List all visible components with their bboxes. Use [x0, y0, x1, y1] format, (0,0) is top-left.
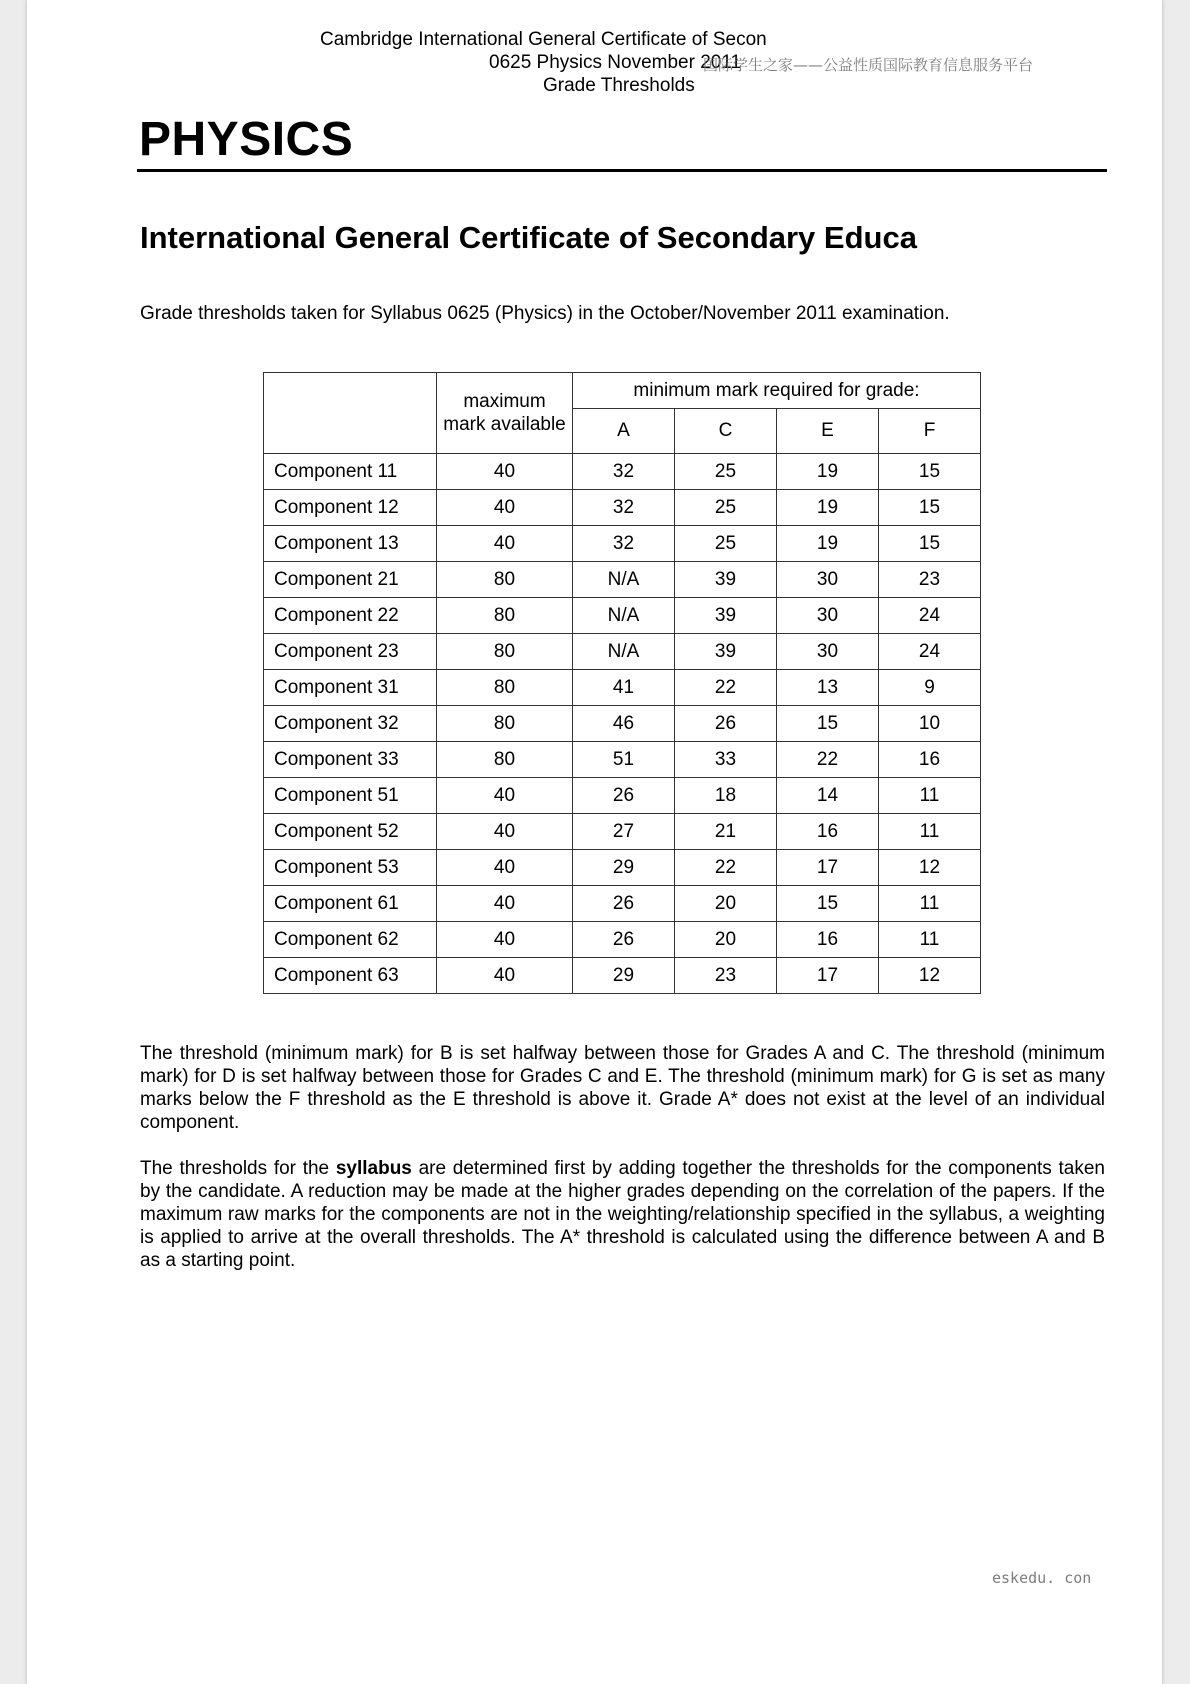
component-name: Component 62 [264, 922, 437, 958]
grade-a-mark: N/A [573, 634, 675, 670]
max-mark: 40 [437, 850, 573, 886]
max-mark: 40 [437, 526, 573, 562]
grade-c-mark: 21 [675, 814, 777, 850]
grade-thresholds-table [263, 372, 981, 994]
component-name: Component 53 [264, 850, 437, 886]
grade-e-mark: 30 [777, 598, 879, 634]
grade-e-mark: 14 [777, 778, 879, 814]
component-name: Component 51 [264, 778, 437, 814]
max-mark: 80 [437, 742, 573, 778]
table-row [264, 778, 981, 814]
table-row [264, 490, 981, 526]
grade-f-mark: 15 [879, 490, 981, 526]
grade-c-mark: 25 [675, 490, 777, 526]
grade-e-mark: 17 [777, 850, 879, 886]
table-row [264, 958, 981, 994]
grade-c-mark: 33 [675, 742, 777, 778]
table-row [264, 814, 981, 850]
header-line-1: Cambridge International General Certificate of Secon [320, 29, 767, 50]
grade-f-mark: 9 [879, 670, 981, 706]
table-row [264, 922, 981, 958]
grade-a-mark: 41 [573, 670, 675, 706]
document-page [26, 0, 1163, 1684]
grade-a-mark: 26 [573, 922, 675, 958]
grade-a-mark: N/A [573, 598, 675, 634]
grade-f-mark: 24 [879, 634, 981, 670]
max-mark: 40 [437, 490, 573, 526]
grade-f-mark: 11 [879, 814, 981, 850]
grade-a-mark: N/A [573, 562, 675, 598]
paragraph-syllabus [140, 1157, 1105, 1272]
table-body [264, 454, 981, 994]
syllabus-bold: syllabus [335, 1158, 412, 1179]
max-mark: 80 [437, 598, 573, 634]
paragraph-syllabus-start: The thresholds for the [140, 1158, 336, 1179]
grade-e-mark: 19 [777, 526, 879, 562]
grade-c-mark: 26 [675, 706, 777, 742]
component-name: Component 63 [264, 958, 437, 994]
table-row [264, 526, 981, 562]
max-mark-header: maximum mark available [437, 373, 573, 454]
max-mark: 40 [437, 922, 573, 958]
grade-c-mark: 20 [675, 922, 777, 958]
grade-a-mark: 26 [573, 886, 675, 922]
paragraph-thresholds: The threshold (minimum mark) for B is set halfway between those for Grades A and C. The threshold (minimum mark) for D is set halfway between those for Grades C and E. The threshold (minimum mark) for G is set as many marks below the F threshold as the E threshold is above it. Grade A* does not exist at the level of an individual component. [140, 1043, 1105, 1133]
table-row [264, 706, 981, 742]
component-name: Component 13 [264, 526, 437, 562]
watermark-text: 国际学生之家——公益性质国际教育信息服务平台 [703, 56, 1034, 74]
grade-header: A [573, 409, 675, 454]
max-mark: 80 [437, 562, 573, 598]
grade-c-mark: 25 [675, 454, 777, 490]
component-name: Component 22 [264, 598, 437, 634]
grade-a-mark: 27 [573, 814, 675, 850]
grade-f-mark: 15 [879, 454, 981, 490]
grade-f-mark: 11 [879, 778, 981, 814]
table-row [264, 562, 981, 598]
grade-f-mark: 10 [879, 706, 981, 742]
component-name: Component 61 [264, 886, 437, 922]
grade-f-mark: 15 [879, 526, 981, 562]
component-name: Component 32 [264, 706, 437, 742]
intro-text: Grade thresholds taken for Syllabus 0625 (Physics) in the October/November 2011 examination. [140, 303, 950, 324]
grade-f-mark: 11 [879, 886, 981, 922]
grade-e-mark: 30 [777, 562, 879, 598]
grade-header: E [777, 409, 879, 454]
grade-header: F [879, 409, 981, 454]
grade-a-mark: 26 [573, 778, 675, 814]
component-name: Component 12 [264, 490, 437, 526]
component-name: Component 33 [264, 742, 437, 778]
empty-header-cell [264, 373, 437, 454]
grade-a-mark: 32 [573, 526, 675, 562]
title-divider [137, 169, 1107, 172]
max-mark: 40 [437, 778, 573, 814]
grade-e-mark: 30 [777, 634, 879, 670]
table-row [264, 670, 981, 706]
grade-f-mark: 12 [879, 850, 981, 886]
header-line-2: 0625 Physics November 2011 [489, 52, 742, 73]
grade-a-mark: 32 [573, 490, 675, 526]
header-line-3: Grade Thresholds [543, 75, 695, 96]
max-mark: 80 [437, 706, 573, 742]
max-mark: 40 [437, 454, 573, 490]
max-mark: 80 [437, 634, 573, 670]
table-row [264, 850, 981, 886]
max-mark: 40 [437, 886, 573, 922]
max-mark: 80 [437, 670, 573, 706]
component-name: Component 23 [264, 634, 437, 670]
component-name: Component 21 [264, 562, 437, 598]
grade-e-mark: 15 [777, 706, 879, 742]
min-mark-header: minimum mark required for grade: [573, 373, 981, 409]
grade-f-mark: 12 [879, 958, 981, 994]
grade-c-mark: 20 [675, 886, 777, 922]
table-row [264, 886, 981, 922]
grade-c-mark: 22 [675, 670, 777, 706]
grade-c-mark: 39 [675, 598, 777, 634]
grade-a-mark: 29 [573, 958, 675, 994]
table-row [264, 454, 981, 490]
grade-c-mark: 39 [675, 634, 777, 670]
grade-e-mark: 19 [777, 490, 879, 526]
grade-e-mark: 22 [777, 742, 879, 778]
grade-a-mark: 46 [573, 706, 675, 742]
grade-c-mark: 39 [675, 562, 777, 598]
component-name: Component 31 [264, 670, 437, 706]
max-mark: 40 [437, 814, 573, 850]
component-name: Component 11 [264, 454, 437, 490]
table-row [264, 742, 981, 778]
table-row [264, 598, 981, 634]
grade-e-mark: 13 [777, 670, 879, 706]
grade-c-mark: 22 [675, 850, 777, 886]
grade-f-mark: 16 [879, 742, 981, 778]
grade-f-mark: 11 [879, 922, 981, 958]
grade-e-mark: 15 [777, 886, 879, 922]
grade-c-mark: 18 [675, 778, 777, 814]
grade-header: C [675, 409, 777, 454]
max-mark: 40 [437, 958, 573, 994]
grade-a-mark: 32 [573, 454, 675, 490]
component-name: Component 52 [264, 814, 437, 850]
subject-title: PHYSICS [139, 113, 354, 166]
grade-e-mark: 19 [777, 454, 879, 490]
footer-watermark: eskedu. con [992, 1569, 1092, 1587]
grade-a-mark: 51 [573, 742, 675, 778]
grade-c-mark: 25 [675, 526, 777, 562]
paragraph-syllabus-rest: are determined first by adding together the thresholds for the components taken by the candidate. A reduction may be made at the higher grades depending on the correlation of the papers. If the maximum raw marks for the components are not in the weighting/relationship specified in the syllabus, a weighting is applied to arrive at the overall thresholds. The A* threshold is calculated using the difference between A and B as a starting point. [140, 1158, 1105, 1271]
page-title: International General Certificate of Secondary Educa [140, 220, 917, 255]
grade-e-mark: 16 [777, 814, 879, 850]
grade-e-mark: 17 [777, 958, 879, 994]
table-row [264, 634, 981, 670]
grade-f-mark: 23 [879, 562, 981, 598]
grade-f-mark: 24 [879, 598, 981, 634]
grade-e-mark: 16 [777, 922, 879, 958]
grade-c-mark: 23 [675, 958, 777, 994]
grade-a-mark: 29 [573, 850, 675, 886]
